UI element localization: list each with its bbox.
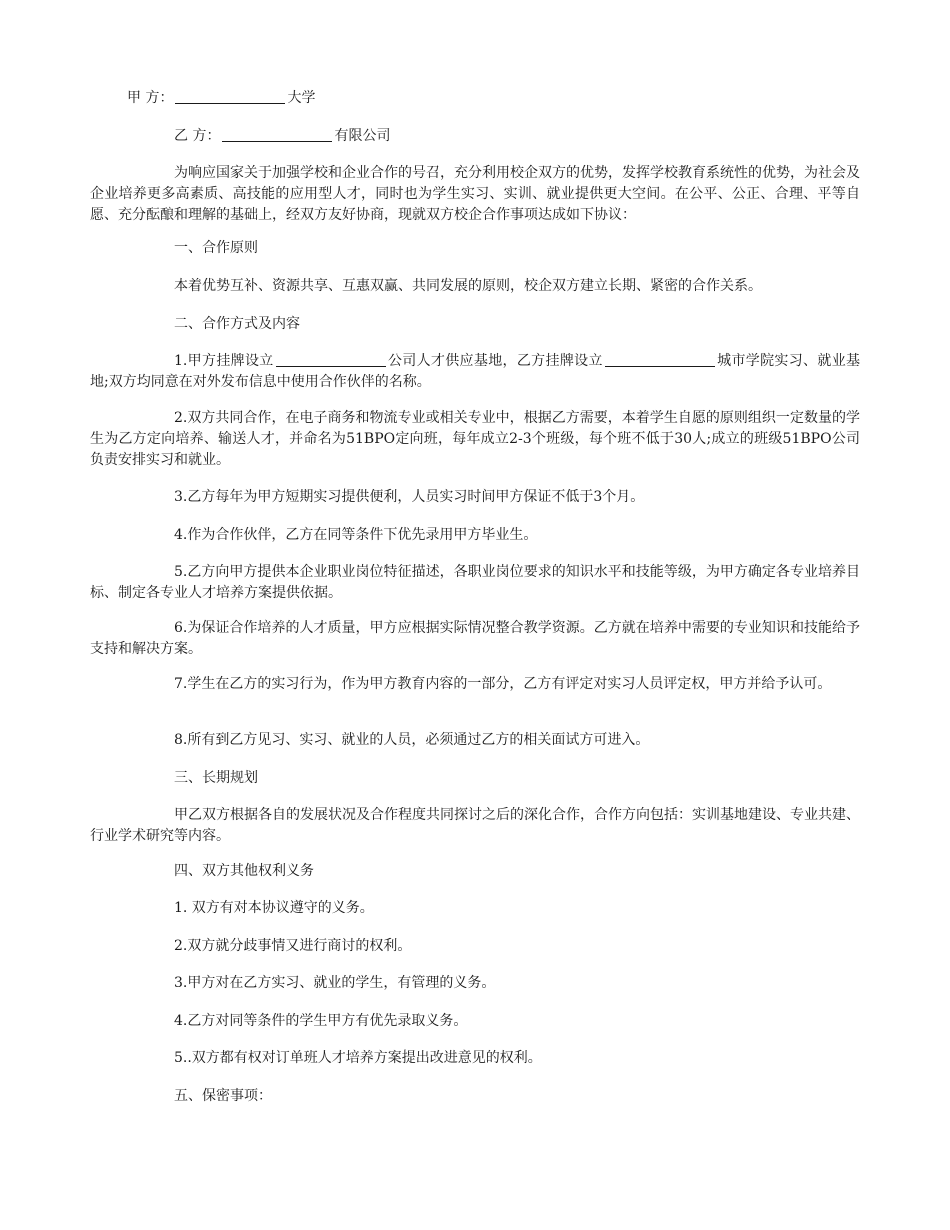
party-a-blank: [175, 89, 285, 104]
section2-item1-part3: 城市学院实习、就业基地;双方均同意在对外发布信息中使用合作伙伴的名称。: [90, 353, 861, 390]
section2-item2: 2.双方共同合作，在电子商务和物流专业或相关专业中，根据乙方需要，本着学生自愿的原则组织一定数量的学生为乙方定向培养、输送人才，并命名为51BPO定向班，每年成立2-3个班级，每个班不低于30人;成立的班级51BPO公司负责安排实习和就业。: [90, 410, 860, 468]
section2-item1-part1: 甲方挂牌设立: [187, 353, 274, 369]
section2-item3: 3.乙方每年为甲方短期实习提供便利，人员实习时间甲方保证不低于3个月。: [174, 489, 645, 505]
section2-item1-num: 1.: [174, 353, 188, 369]
section2-item1-blank1: [276, 352, 386, 367]
section2-item1: [90, 351, 860, 393]
section5-title: 五、保密事项：: [174, 1088, 272, 1104]
section2-item4: 4.作为合作伙伴，乙方在同等条件下优先录用甲方毕业生。: [174, 527, 538, 543]
section2-item8: 8.所有到乙方见习、实习、就业的人员，必须通过乙方的相关面试方可进入。: [174, 732, 650, 748]
section4-item4: 4.乙方对同等条件的学生甲方有优先录取义务。: [174, 1013, 468, 1029]
section4-item1: 1. 双方有对本协议遵守的义务。: [174, 900, 374, 916]
section3-title: 三、长期规划: [174, 770, 258, 786]
section1-body: 本着优势互补、资源共享、互惠双赢、共同发展的原则，校企双方建立长期、紧密的合作关系。: [174, 278, 762, 294]
section2-item7: 7.学生在乙方的实习行为，作为甲方教育内容的一部分，乙方有评定对实习人员评定权，甲方并给予认可。: [174, 676, 832, 692]
section3-body: 甲乙双方根据各自的发展状况及合作程度共同探讨之后的深化合作，合作方向包括：实训基地建设、专业共建、行业学术研究等内容。: [90, 807, 860, 844]
section2-item1-blank2: [605, 352, 715, 367]
section4-item3: 3.甲方对在乙方实习、就业的学生，有管理的义务。: [174, 975, 496, 991]
party-b-suffix: 有限公司: [334, 128, 391, 144]
party-b-blank: [222, 127, 332, 142]
intro-paragraph: 为响应国家关于加强学校和企业合作的号召，充分利用校企双方的优势，发挥学校教育系统性的优势，为社会及企业培养更多高素质、高技能的应用型人才，同时也为学生实习、实训、就业提供更大空间。在公平、公正、合理、平等自愿、充分酝酿和理解的基础上，经双方友好协商，现就双方校企合作事项达成如下协议：: [90, 165, 860, 223]
section2-item1-part2: 公司人才供应基地，乙方挂牌设立: [387, 353, 603, 369]
party-b-label: 乙 方：: [174, 128, 221, 144]
section4-item2: 2.双方就分歧事情又进行商讨的权利。: [174, 938, 412, 954]
section2-item5: 5.乙方向甲方提供本企业职业岗位特征描述，各职业岗位要求的知识水平和技能等级，为甲方确定各专业培养目标、制定各专业人才培养方案提供依据。: [90, 564, 860, 601]
section2-item6: 6.为保证合作培养的人才质量，甲方应根据实际情况整合教学资源。乙方就在培养中需要的专业知识和技能给予支持和解决方案。: [90, 620, 860, 657]
party-a-suffix: 大学: [287, 90, 316, 106]
section4-item5: 5..双方都有权对订单班人才培养方案提出改进意见的权利。: [174, 1050, 542, 1066]
party-a-label: 甲 方：: [127, 90, 174, 106]
section2-title: 二、合作方式及内容: [174, 316, 300, 332]
section1-title: 一、合作原则: [174, 240, 258, 256]
party-a-line: [127, 88, 315, 108]
section4-title: 四、双方其他权利义务: [174, 863, 314, 879]
party-b-line: [174, 126, 390, 146]
